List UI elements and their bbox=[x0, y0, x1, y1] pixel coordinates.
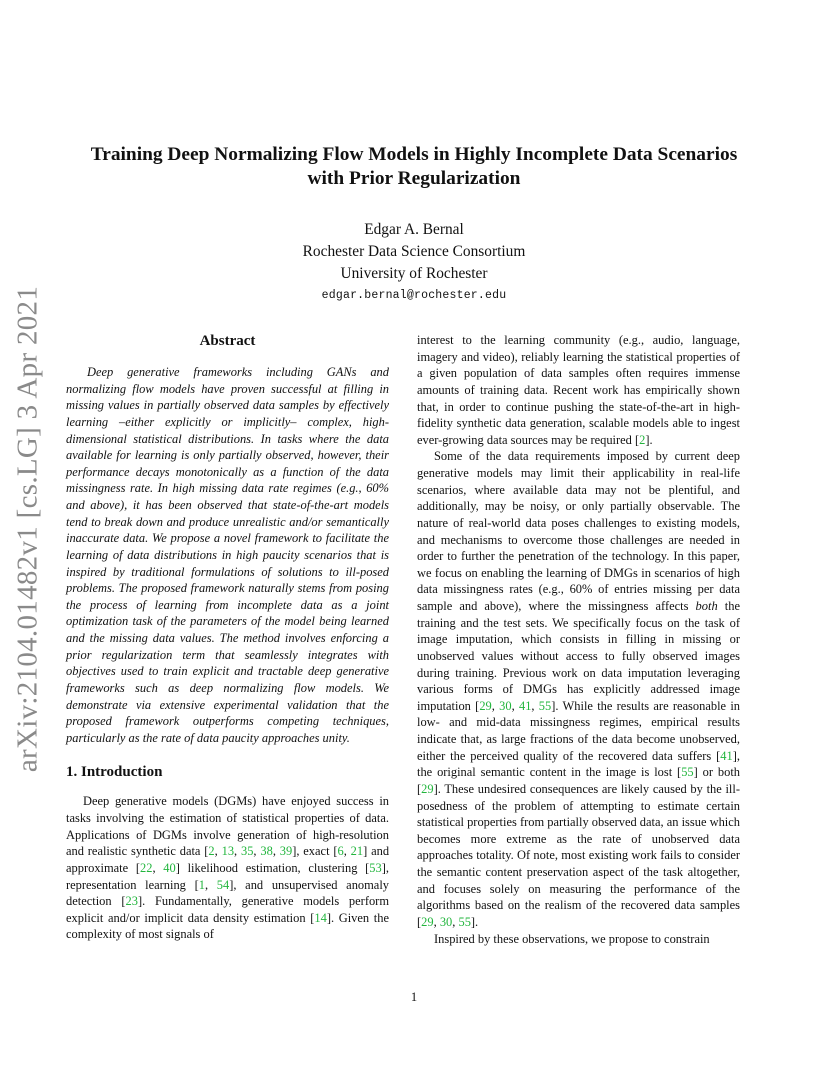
citation-link[interactable]: 39 bbox=[279, 844, 293, 859]
left-column bbox=[66, 332, 389, 943]
citation-link[interactable]: 30 bbox=[499, 698, 512, 713]
citation-link[interactable]: 35 bbox=[240, 844, 254, 859]
citation-link[interactable]: 1 bbox=[198, 877, 205, 892]
title-line-2: with Prior Regularization bbox=[307, 167, 521, 189]
citation-link[interactable]: 2 bbox=[639, 432, 646, 447]
intro-paragraph-2: Some of the data requirements imposed by current deep generative models may limit their applicability in real-life scenarios, where available data may not be plentiful, and additionally, may be noisy, or only partially observable. The nature of real-world data poses challenges to existing models, and mechanisms to overcome those challenges are needed in order to further the penetration of the technology. In this paper, we focus on enabling the learning of DMGs in scenarios of high data missingness rates (e.g., 60% of entries missing per data sample and above), where the missingness affects both the training and the test sets. We specifically focus on the task of image imputation, which consists in filling in missing or unobserved values without access to fully observed images during training. Previous work on data imputation leveraging various forms of DMGs has explicitly addressed image imputation [29, 30, 41, 55]. While the results are reasonable in low- and mid-data missingness regimes, empirical results indicate that, as large fractions of the data become unobserved, either the perceived quality of the recovered data suffers [41], the original semantic content in the image is lost [55] or both [29]. These undesired consequences are likely caused by the ill-posedness of the problem of attempting to estimate certain statistical properties from partially observed data, an issue which becomes more extreme as the rate of unobserved data approaches totality. Of note, most existing work fails to consider the semantic content preservation aspect of the task altogether, and focuses solely on measuring the performance of the algorithms based on the realism of the recovered data samples [29, 30, 55]. bbox=[417, 449, 740, 929]
section-heading-introduction: 1. Introduction bbox=[66, 764, 163, 781]
citation-link[interactable]: 23 bbox=[125, 894, 138, 909]
affiliation-line-1: Rochester Data Science Consortium bbox=[302, 243, 526, 260]
arxiv-stamp bbox=[10, 285, 46, 773]
citation-link[interactable]: 29 bbox=[479, 698, 492, 713]
right-column bbox=[417, 332, 740, 947]
abstract-heading: Abstract bbox=[199, 333, 256, 349]
affiliation-line-2: University of Rochester bbox=[340, 265, 488, 282]
intro-paragraph-1-continued: interest to the learning community (e.g., audio, language, imagery and video), reliably learning the statistical properties of a given population of data samples often requires immense amounts of training data. Recent work has empirically shown that, in order to continue pushing the state-of-the-art in high-fidelity synthetic data generation, scalable models able to ingest ever-growing data sources may be required [2]. bbox=[417, 333, 740, 447]
citation-link[interactable]: 2 bbox=[208, 844, 215, 859]
paper-title bbox=[60, 143, 768, 190]
citation-link[interactable]: 41 bbox=[518, 698, 532, 713]
citation-link[interactable]: 29 bbox=[421, 781, 434, 796]
citation-link[interactable]: 53 bbox=[369, 860, 382, 875]
citation-link[interactable]: 41 bbox=[720, 748, 733, 763]
intro-paragraph-1: Deep generative models (DGMs) have enjoyed success in tasks involving the estimation of statistical properties of data. Applications of DGMs involve generation of high-resolution and realistic synthetic data [2, 13, 35, 38, 39], exact [6, 21] and approximate [22, 40] likelihood estimation, clustering [53], representation learning [1, 54], and unsupervised anomaly detection [23]. Fundamentally, generative models perform explicit and/or implicit data density estimation [14]. Given the complexity of most signals of bbox=[66, 794, 390, 942]
citation-link[interactable]: 6 bbox=[337, 844, 344, 859]
abstract-text: Deep generative frameworks including GANs and normalizing flow models have proven successful at filling in missing values in partially observed data samples by effectively learning –either explicitly or implicitly– complex, high-dimensional statistical distributions. In tasks where the data available for learning is only partially observed, however, their performance decays monotonically as a function of the data missingness rate. In high missing data rate regimes (e.g., 60% and above), it has been observed that state-of-the-art models tend to break down and produce unrealistic and/or semantically inaccurate data. We propose a novel framework to facilitate the learning of data distributions in high paucity scenarios that is inspired by traditional formulations of solutions to ill-posed problems. The proposed framework naturally stems from posing the process of learning from incomplete data as a joint optimization task of the parameters of the model being learned and the missing data values. The method involves enforcing a prior regularization term that seamlessly integrates with objectives used to train explicit and tractable deep generative frameworks such as deep normalizing flow models. We demonstrate via extensive experimental validation that the proposed framework outperforms competing techniques, particularly as the rate of data paucity approaches unity. bbox=[66, 365, 389, 745]
citation-link[interactable]: 13 bbox=[221, 844, 235, 859]
citation-link[interactable]: 55 bbox=[458, 914, 471, 929]
author-name: Edgar A. Bernal bbox=[364, 221, 464, 238]
page-number: 1 bbox=[410, 990, 418, 1004]
citation-link[interactable]: 14 bbox=[314, 910, 327, 925]
citation-link[interactable]: 22 bbox=[140, 860, 153, 875]
citation-link[interactable]: 40 bbox=[163, 860, 176, 875]
citation-link[interactable]: 30 bbox=[439, 914, 453, 929]
citation-link[interactable]: 55 bbox=[538, 698, 552, 713]
citation-link[interactable]: 55 bbox=[681, 765, 694, 780]
citation-link[interactable]: 54 bbox=[216, 877, 230, 892]
citation-link[interactable]: 38 bbox=[260, 844, 273, 859]
title-line-1: Training Deep Normalizing Flow Models in Highly Incomplete Data Scenarios bbox=[90, 144, 738, 165]
emphasis-both: both bbox=[695, 599, 718, 613]
author-block bbox=[214, 219, 614, 307]
citation-link[interactable]: 21 bbox=[350, 844, 364, 859]
arxiv-identifier: arXiv:2104.01482v1 [cs.LG] 3 Apr 2021 bbox=[11, 285, 44, 773]
citation-link[interactable]: 29 bbox=[421, 914, 434, 929]
intro-paragraph-3: Inspired by these observations, we propose to constrain bbox=[434, 931, 710, 946]
author-email: edgar.bernal@rochester.edu bbox=[321, 289, 507, 302]
